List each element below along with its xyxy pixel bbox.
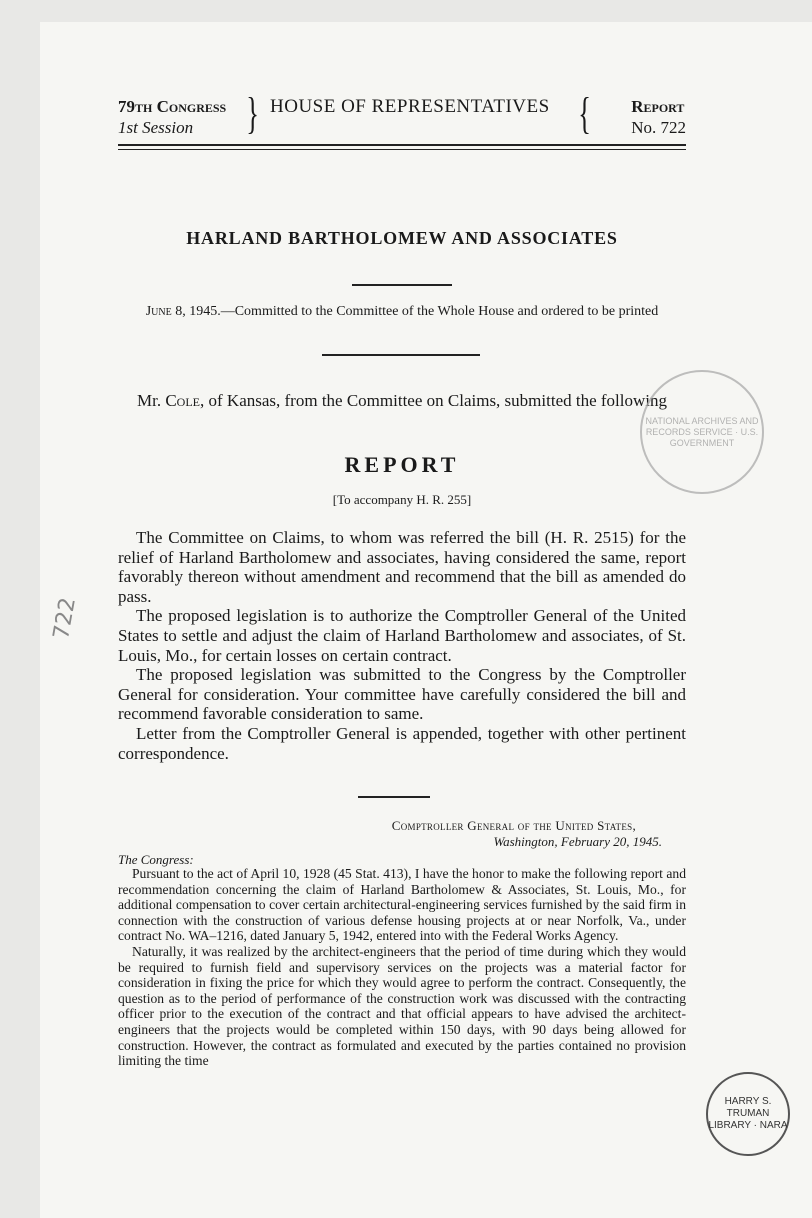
report-number-block [631,96,686,138]
body-paragraph: Letter from the Comptroller General is appended, together with other pertinent correspondence. [118,723,686,763]
left-brace: } [246,89,259,138]
report-heading: REPORT [344,452,460,477]
congress-session [118,96,226,138]
divider-rule [358,796,430,798]
house-name: HOUSE OF REPRESENTATIVES [270,96,550,117]
handwritten-margin-note: 722 [49,595,81,642]
divider-rule [322,354,480,356]
from-prefix: Mr. [137,391,166,410]
divider-rule [352,284,452,286]
library-stamp [706,1072,790,1156]
report-body [118,528,686,763]
letter-paragraph: Pursuant to the act of April 10, 1928 (45 Stat. 413), I have the honor to make the following report and recommendation concerning the claim of Harland Bartholomew & Associates, St. Louis, Mo., for additional compensation to cover certain architectural-engineering services furnished by the said firm in connection with the construction of various defense housing projects at or near Norfolk, Va., under contract No. WA–1216, dated January 5, 1942, entered into with the Federal Works Agency. [118,866,686,944]
body-paragraph: The proposed legislation is to authorize the Comptroller General of the United States to settle and adjust the claim of Harland Bartholomew and associates, of St. Louis, Mo., for certain losses on certain contract. [118,606,686,665]
accompany-note: [To accompany H. R. 255] [332,492,472,507]
page-title: HARLAND BARTHOLOMEW AND ASSOCIATES [186,228,618,248]
letter-body [118,866,686,1069]
library-stamp-text: HARRY S. TRUMAN LIBRARY · NARA [708,1096,788,1131]
report-label: Report [631,97,685,116]
session: 1st Session [118,118,194,137]
committed-date: June 8, 1945. [145,304,221,319]
from-rest: , of Kansas, from the Committee on Claims, submitted the following [200,391,667,410]
member-name: Cole [165,391,201,410]
letter-paragraph: Naturally, it was realized by the architect-engineers that the period of time during which they would be required to furnish field and supervisory services on the projects was a material factor for consideration in fixing the price for which they would agree to perform the contract. Consequently, the question as to the period of performance of the construction work was discussed with the contracting officer prior to the execution of the contract and that official appears to have advised the architect-engineers that the projects would be completed within 150 days, with 90 days being allowed for construction. However, the contract as formulated and executed by the parties contained no provision limiting the time [118,943,686,1069]
report-header [118,89,686,138]
archives-stamp-text: NATIONAL ARCHIVES AND RECORDS SERVICE · U.S. GOVERNMENT [645,415,759,448]
right-brace: { [578,89,591,138]
body-paragraph: The Committee on Claims, to whom was referred the bill (H. R. 2515) for the relief of Harland Bartholomew and associates, having considered the same, report favorably thereon without amendment and recommend that the bill as amended do pass. [118,528,686,606]
report-number: No. 722 [631,118,686,137]
committed-text: —Committed to the Committee of the Whole House and ordered to be printed [220,304,659,319]
header-rule [118,144,686,150]
letter-sender: Comptroller General of the United States, [391,818,636,833]
letter-place-date: Washington, February 20, 1945. [493,834,662,849]
letter-heading [118,818,686,850]
body-paragraph: The proposed legislation was submitted to the Congress by the Comptroller General for consideration. Your committee have carefully considered the bill and recommend favorable consideration to same. [118,665,686,724]
committed-notice [118,302,686,321]
congress: 79th Congress [118,97,227,116]
letter-salutation: The Congress: [118,852,194,867]
submitted-by [118,390,686,412]
archives-stamp [640,370,764,494]
